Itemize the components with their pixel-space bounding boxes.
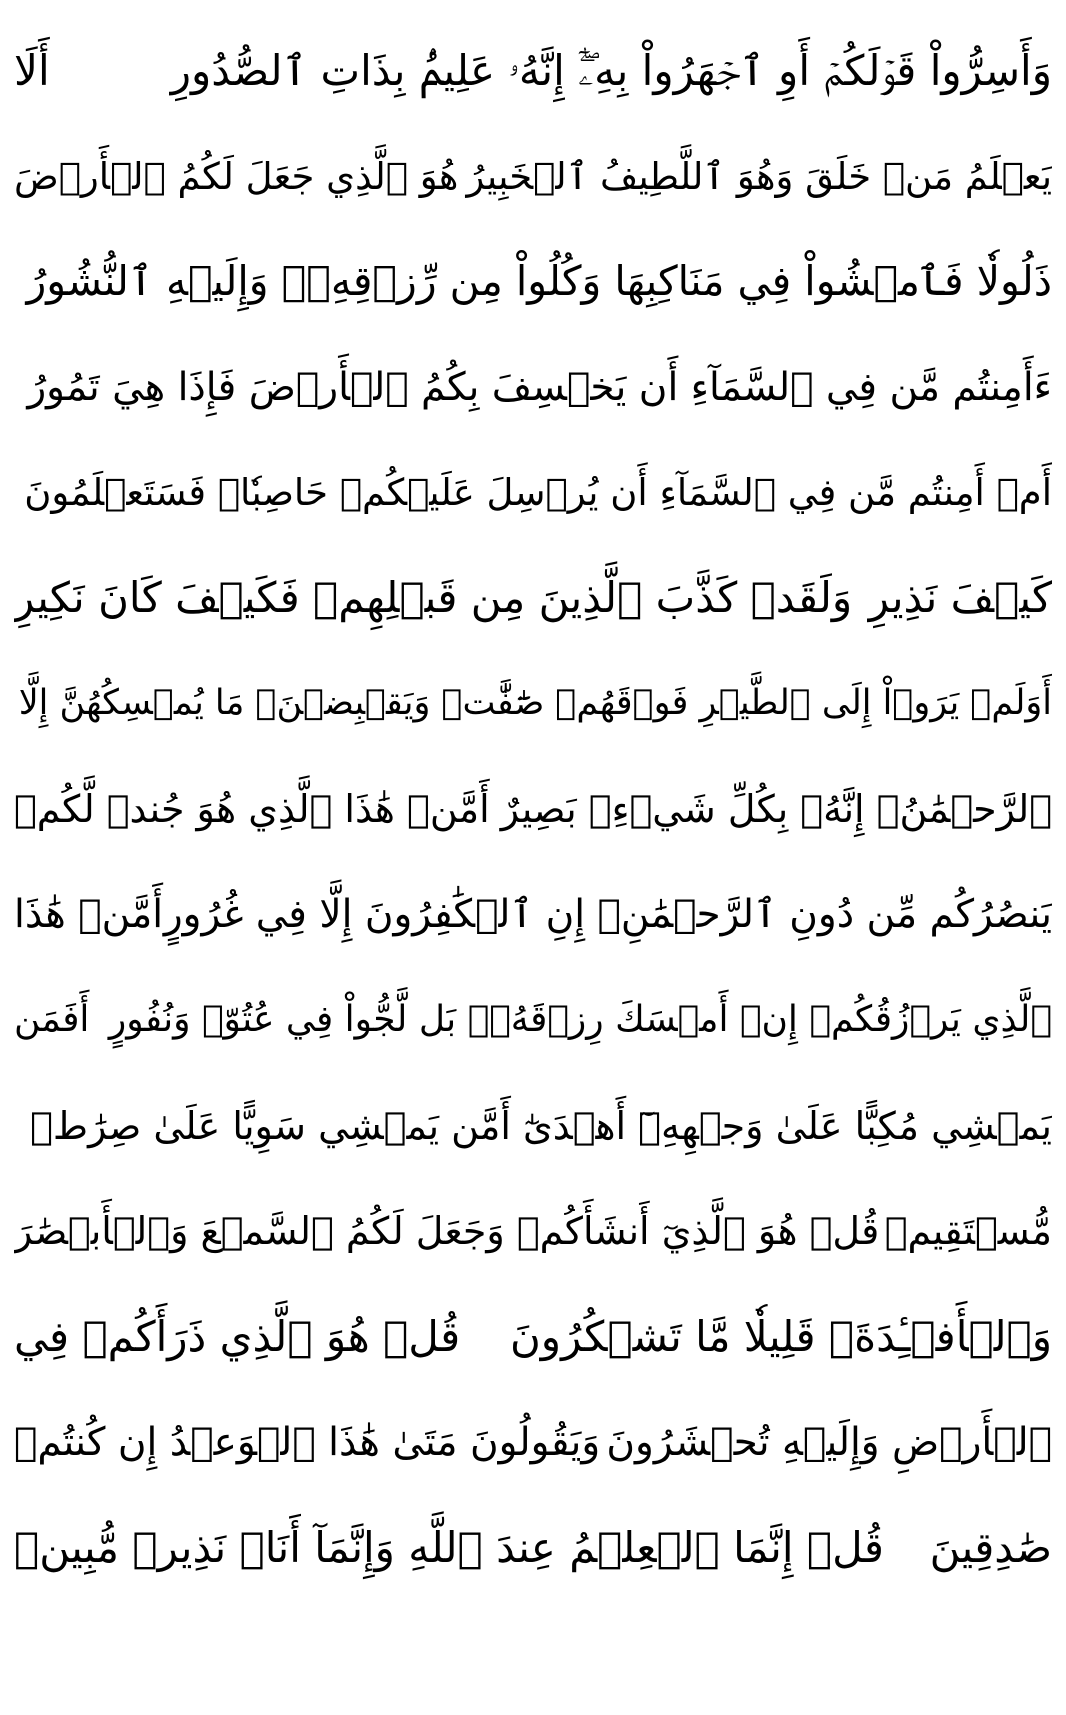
text-line-9	[14, 862, 1052, 968]
verse-segment: أَمۡ أَمِنتُم مَّن فِي ٱلسَّمَآءِ أَن يُرۡسِلَ عَلَيۡكُمۡ حَاصِبٗاۖ فَسَتَعۡلَمُونَ	[24, 471, 1052, 515]
text-line-13	[14, 1284, 1052, 1390]
verse-segment: أَمَّنۡ هَٰذَا	[14, 892, 164, 938]
verse-segment: قُلۡ هُوَ ٱلَّذِيٓ أَنشَأَكُمۡ وَجَعَلَ لَكُمُ ٱلسَّمۡعَ وَٱلۡأَبۡصَٰرَ	[14, 1209, 880, 1254]
verse-segment: ٱلرَّحۡمَٰنُۚ إِنَّهُۥ بِكُلِّ شَيۡءِۭ بَصِيرٌ	[500, 787, 1052, 832]
verse-segment: يَعۡلَمُ مَنۡ خَلَقَ وَهُوَ ٱللَّطِيفُ ٱلۡخَبِيرُ	[466, 154, 1052, 198]
verse-segment: وَٱلۡأَفۡـِٔدَةَۚ قَلِيلٗا مَّا تَشۡكُرُونَ	[509, 1311, 1052, 1361]
verse-segment: كَيۡفَ نَذِيرِ	[868, 573, 1052, 623]
verse-segment: هُوَ ٱلَّذِي جَعَلَ لَكُمُ ٱلۡأَرۡضَ	[14, 154, 459, 198]
text-line-2	[14, 124, 1052, 230]
text-line-3	[14, 229, 1052, 335]
verse-segment: يَمۡشِي مُكِبًّا عَلَىٰ وَجۡهِهِۦٓ أَهۡدَىٰٓ أَمَّن يَمۡشِي سَوِيًّا عَلَىٰ صِرَٰطٖ	[30, 1103, 1052, 1148]
verse-segment: وَأَسِرُّواْ قَوۡلَكُمۡ أَوِ ٱجۡهَرُواْ بِهِۦٓۖ إِنَّهُۥ عَلِيمُۢ بِذَاتِ ٱلصُّدُورِ	[170, 45, 1052, 95]
text-line-4	[14, 335, 1052, 441]
text-line-11	[14, 1073, 1052, 1179]
verse-segment: يَنصُرُكُم مِّن دُونِ ٱلرَّحۡمَٰنِۚ إِنِ ٱلۡكَٰفِرُونَ إِلَّا فِي غُرُورٍ	[163, 892, 1052, 938]
verse-segment: قُلۡ هُوَ ٱلَّذِي ذَرَأَكُمۡ فِي	[14, 1311, 461, 1361]
verse-segment: أَمَّنۡ هَٰذَا ٱلَّذِي هُوَ جُندٞ لَّكُمۡ	[14, 787, 490, 832]
text-line-15	[14, 1495, 1052, 1601]
text-line-5	[14, 440, 1052, 546]
verse-segment: ٱلۡأَرۡضِ وَإِلَيۡهِ تُحۡشَرُونَ	[606, 1419, 1052, 1465]
text-line-7	[14, 651, 1052, 757]
verse-segment: ٱلَّذِي يَرۡزُقُكُمۡ إِنۡ أَمۡسَكَ رِزۡقَهُۥۚ بَل لَّجُّواْ فِي عُتُوّٖ وَنُفُورٍ	[108, 999, 1052, 1041]
verse-segment: مُّسۡتَقِيمٖ	[884, 1209, 1052, 1254]
verse-segment: ءَأَمِنتُم مَّن فِي ٱلسَّمَآءِ أَن يَخۡسِفَ بِكُمُ ٱلۡأَرۡضَ فَإِذَا هِيَ تَمُورُ	[27, 364, 1052, 410]
verse-segment: أَلَا	[14, 45, 50, 95]
verse-segment: أَفَمَن	[14, 999, 90, 1041]
text-line-10	[14, 968, 1052, 1074]
text-line-12	[14, 1179, 1052, 1285]
verse-segment: أَوَلَمۡ يَرَوۡاْ إِلَى ٱلطَّيۡرِ فَوۡقَهُمۡ صَٰٓفَّٰتٖ وَيَقۡبِضۡنَۚ مَا يُمۡسِكُهُنَّ إِلَّا	[18, 683, 1052, 724]
text-line-1	[14, 18, 1052, 124]
verse-segment: صَٰدِقِينَ	[929, 1522, 1052, 1572]
verse-segment: وَيَقُولُونَ مَتَىٰ هَٰذَا ٱلۡوَعۡدُ إِن كُنتُمۡ	[14, 1419, 601, 1465]
verse-segment: وَلَقَدۡ كَذَّبَ ٱلَّذِينَ مِن قَبۡلِهِمۡ فَكَيۡفَ كَانَ نَكِيرِ	[14, 573, 853, 623]
text-line-14	[14, 1390, 1052, 1496]
verse-segment: ذَلُولٗا فَٱمۡشُواْ فِي مَنَاكِبِهَا وَكُلُواْ مِن رِّزۡقِهِۦۖ وَإِلَيۡهِ ٱلنُّشُورُ	[26, 257, 1052, 306]
verse-segment: قُلۡ إِنَّمَا ٱلۡعِلۡمُ عِندَ ٱللَّهِ وَإِنَّمَآ أَنَا۠ نَذِيرٞ مُّبِينٞ	[14, 1522, 884, 1572]
text-line-6	[14, 546, 1052, 652]
text-line-8	[14, 757, 1052, 863]
